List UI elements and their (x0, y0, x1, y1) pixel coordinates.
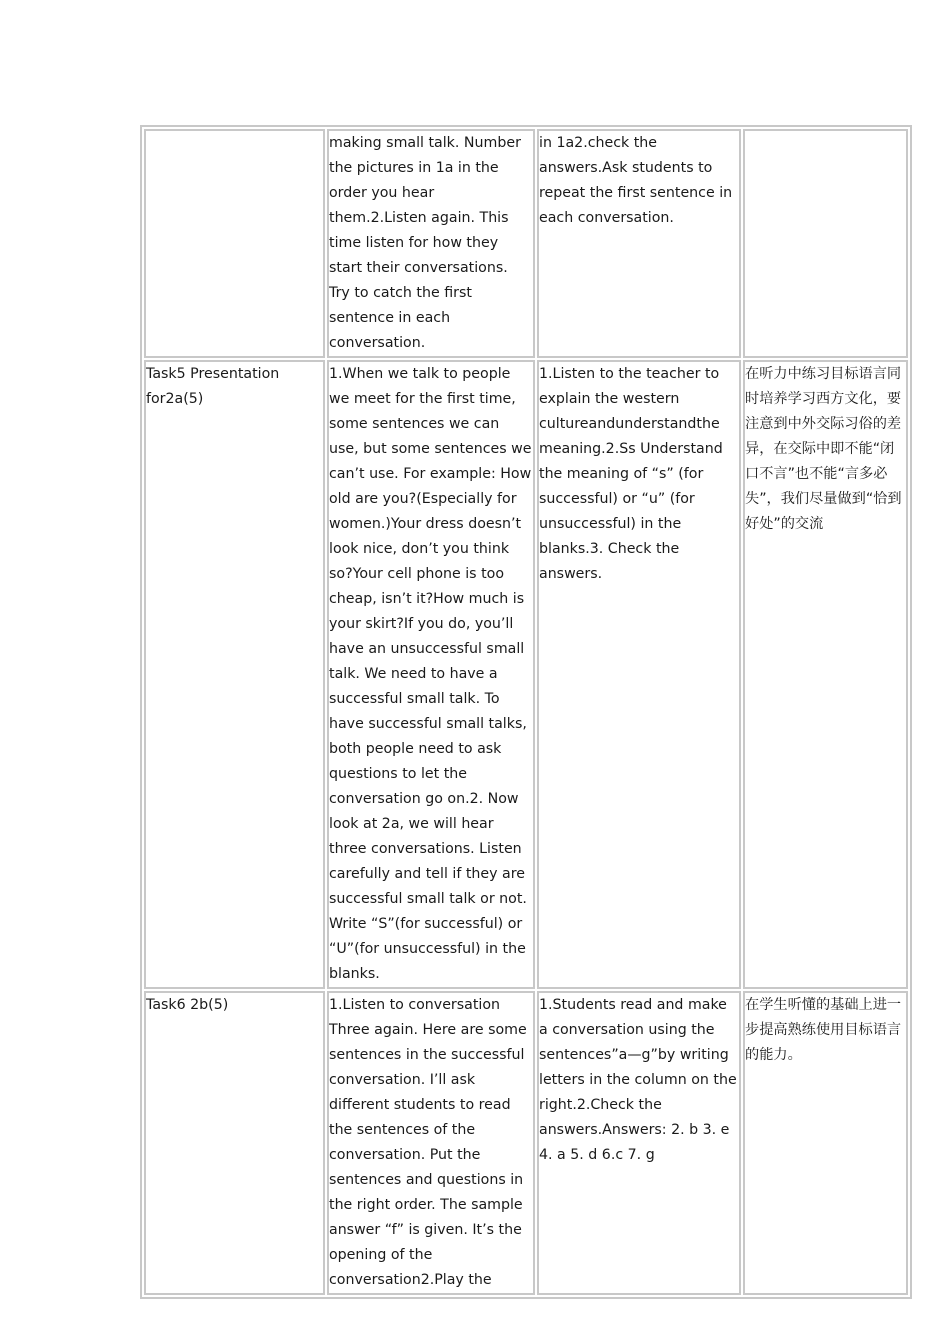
student-activity-cell: 1.Students read and make a conversation using the sentences”a—g”by writing letters in the column on the right.2.Check the answers.Answers: 2. b 3. e 4. a 5. d 6.c 7. g (537, 991, 741, 1295)
teacher-activity-cell: making small talk. Number the pictures in 1a in the order you hear them.2.Listen again. This time listen for how they start their conversations. Try to catch the first sentence in each conversation. (327, 129, 535, 358)
table-row (144, 991, 908, 1295)
lesson-plan-table (140, 125, 912, 1299)
purpose-cell (743, 129, 908, 358)
table-row (144, 360, 908, 989)
task-cell (144, 129, 325, 358)
student-activity-cell: 1.Listen to the teacher to explain the western cultureandunderstandthe meaning.2.Ss Understand the meaning of “s” (for successful) or “u” (for unsuccessful) in the blanks.3. Check the answers. (537, 360, 741, 989)
table-row (144, 129, 908, 358)
purpose-cell: 在学生听懂的基础上进一步提高熟练使用目标语言的能力。 (743, 991, 908, 1295)
student-activity-cell: in 1a2.check the answers.Ask students to repeat the first sentence in each conversation. (537, 129, 741, 358)
task-cell: Task5 Presentation for2a(5) (144, 360, 325, 989)
purpose-cell: 在听力中练习目标语言同时培养学习西方文化，要注意到中外交际习俗的差异，在交际中即不能“闭口不言”也不能“言多必失”，我们尽量做到“恰到好处”的交流 (743, 360, 908, 989)
teacher-activity-cell: 1.Listen to conversation Three again. Here are some sentences in the successful conversation. I’ll ask different students to read the sentences of the conversation. Put the sentences and questions in the right order. The sample answer “f” is given. It’s the opening of the conversation2.Play the (327, 991, 535, 1295)
task-cell: Task6 2b(5) (144, 991, 325, 1295)
teacher-activity-cell: 1.When we talk to people we meet for the first time, some sentences we can use, but some sentences we can’t use. For example: How old are you?(Especially for women.)Your dress doesn’t look nice, don’t you think so?Your cell phone is too cheap, isn’t it?How much is your skirt?If you do, you’ll have an unsuccessful small talk. We need to have a successful small talk. To have successful small talks, both people need to ask questions to let the conversation go on.2. Now look at 2a, we will hear three conversations. Listen carefully and tell if they are successful small talk or not. Write “S”(for successful) or “U”(for unsuccessful) in the blanks. (327, 360, 535, 989)
